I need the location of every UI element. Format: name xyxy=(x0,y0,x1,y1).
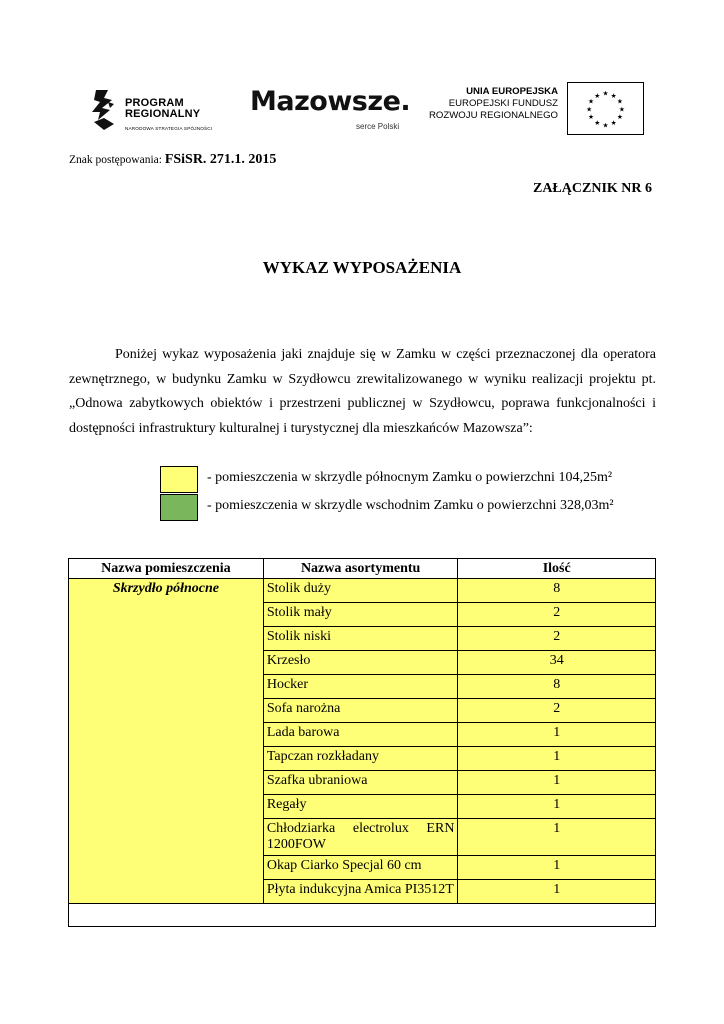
program-regionalny-emblem-icon xyxy=(90,88,116,132)
intro-paragraph xyxy=(69,343,656,441)
item-cell: Okap Ciarko Specjal 60 cm xyxy=(263,856,458,880)
document-title: WYKAZ WYPOSAŻENIA xyxy=(262,258,462,277)
svg-text:★: ★ xyxy=(618,105,625,114)
qty-cell: 1 xyxy=(458,819,656,856)
legend-swatch-east xyxy=(160,494,198,521)
program-logo-tagline: NARODOWA STRATEGIA SPÓJNOŚCI xyxy=(125,126,213,131)
svg-text:★: ★ xyxy=(594,91,601,100)
item-cell: Krzesło xyxy=(263,651,458,675)
eu-text-line2: EUROPEJSKI FUNDUSZ xyxy=(448,98,558,109)
svg-text:★: ★ xyxy=(588,97,595,106)
item-cell: Hocker xyxy=(263,675,458,699)
room-cell: Skrzydło północne xyxy=(69,579,264,904)
svg-text:★: ★ xyxy=(610,118,617,127)
item-cell: Stolik niski xyxy=(263,627,458,651)
eu-flag-icon xyxy=(567,82,644,135)
reference-label: Znak postępowania: xyxy=(69,154,165,166)
reference-code: FSiSR. 271.1. 2015 xyxy=(164,152,277,167)
legend-text-north: - pomieszczenia w skrzydle północnym Zamku o powierzchni 104,25m² xyxy=(207,470,613,485)
item-cell: Chłodziarka electrolux ERN 1200FOW xyxy=(263,819,458,856)
svg-text:★: ★ xyxy=(594,118,601,127)
legend-swatch-north xyxy=(160,466,198,493)
annex-label: ZAŁĄCZNIK NR 6 xyxy=(532,181,652,196)
empty-cell xyxy=(69,904,656,927)
legend-text-east: - pomieszczenia w skrzydle wschodnim Zamku o powierzchni 328,03m² xyxy=(207,498,614,513)
qty-cell: 2 xyxy=(458,699,656,723)
qty-cell: 1 xyxy=(458,771,656,795)
mazowsze-subtitle: serce Polski xyxy=(356,122,400,131)
item-cell: Tapczan rozkładany xyxy=(263,747,458,771)
item-cell: Lada barowa xyxy=(263,723,458,747)
qty-cell: 1 xyxy=(458,747,656,771)
equipment-table xyxy=(68,558,656,927)
svg-text:★: ★ xyxy=(602,121,609,130)
item-cell: Stolik duży xyxy=(263,579,458,603)
qty-cell: 8 xyxy=(458,675,656,699)
qty-cell: 1 xyxy=(458,856,656,880)
header-item-name: Nazwa asortymentu xyxy=(263,559,458,579)
item-cell: Szafka ubraniowa xyxy=(263,771,458,795)
qty-cell: 1 xyxy=(458,880,656,904)
qty-cell: 2 xyxy=(458,627,656,651)
item-cell: Regały xyxy=(263,795,458,819)
qty-cell: 8 xyxy=(458,579,656,603)
mazowsze-wordmark: Mazowsze. xyxy=(250,86,411,117)
header-room-name: Nazwa pomieszczenia xyxy=(69,559,264,579)
header-quantity: Ilość xyxy=(458,559,656,579)
svg-text:★: ★ xyxy=(588,113,595,122)
intro-text: Poniżej wykaz wyposażenia jaki znajduje się w Zamku w części przeznaczonej dla operatora zewnętrznego, w budynku Zamku w Szydłowcu zrewitalizowanego w wyniku realizacji projektu pt. „Odnowa zabytkowych obiektów i przestrzeni publicznej w Szydłowcu, poprawa funkcjonalności i dostępności infrastruktury kulturalnej i turystycznej dla mieszkańców Mazowsza”: xyxy=(69,347,656,436)
program-logo-line1: PROGRAM xyxy=(125,97,184,109)
qty-cell: 2 xyxy=(458,603,656,627)
qty-cell: 34 xyxy=(458,651,656,675)
qty-cell: 1 xyxy=(458,723,656,747)
item-cell: Stolik mały xyxy=(263,603,458,627)
svg-text:★: ★ xyxy=(616,113,623,122)
svg-text:★: ★ xyxy=(610,91,617,100)
program-logo-line2: REGIONALNY xyxy=(125,108,201,120)
program-regionalny-logo xyxy=(90,88,230,132)
header-logos xyxy=(80,80,644,138)
empty-table-row xyxy=(69,904,656,927)
qty-cell: 1 xyxy=(458,795,656,819)
svg-text:★: ★ xyxy=(586,105,593,114)
eu-fund-text xyxy=(428,86,558,122)
mazowsze-logo xyxy=(250,86,420,136)
table-row xyxy=(69,579,656,603)
item-cell: Płyta indukcyjna Amica PI3512T xyxy=(263,880,458,904)
reference-number xyxy=(69,152,276,168)
eu-text-line3: ROZWOJU REGIONALNEGO xyxy=(429,110,558,121)
svg-text:★: ★ xyxy=(616,97,623,106)
svg-text:★: ★ xyxy=(602,89,609,98)
item-cell: Sofa narożna xyxy=(263,699,458,723)
table-header-row xyxy=(69,559,656,579)
eu-text-line1: UNIA EUROPEJSKA xyxy=(466,86,558,97)
